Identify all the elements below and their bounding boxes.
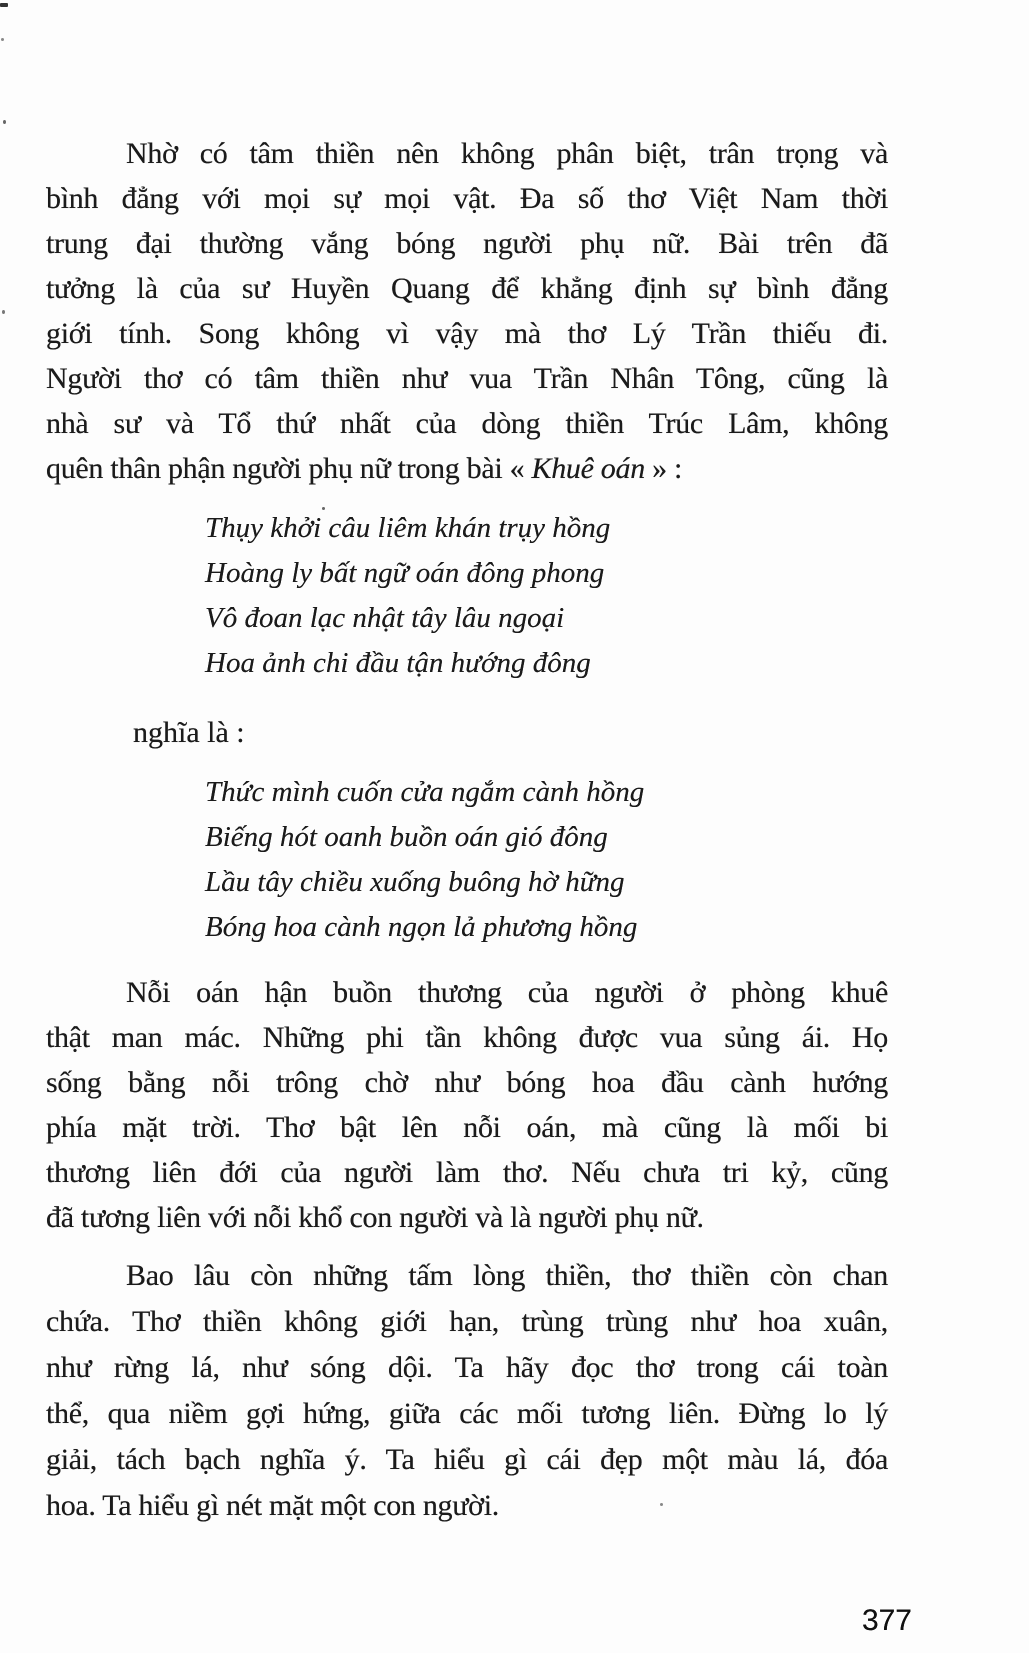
paragraph-commentary — [46, 970, 888, 1240]
paragraph-intro — [46, 131, 888, 491]
paragraph-conclusion — [46, 1253, 888, 1529]
poem-han-khue-oan — [46, 506, 888, 686]
scan-speck — [3, 120, 6, 124]
poem-title: Khuê oán — [531, 452, 645, 485]
text-line: như rừng lá, như sóng dội. Ta hãy đọc thơ trong cái toàn — [46, 1351, 888, 1384]
text-line: Nỗi oán hận buồn thương của người ở phòng khuê — [126, 976, 888, 1009]
scan-speck — [0, 3, 8, 7]
poem-line: Thức mình cuốn cửa ngắm cành hồng — [205, 776, 645, 808]
text-line: thật man mác. Những phi tần không được vua sủng ái. Họ — [46, 1021, 888, 1054]
scan-speck — [1, 38, 4, 41]
text-line: chứa. Thơ thiền không giới hạn, trùng trùng như hoa xuân, — [46, 1305, 888, 1338]
meaning-label: nghĩa là : — [133, 716, 245, 749]
poem-line: Thụy khởi câu liêm khán trụy hồng — [205, 512, 611, 544]
poem-viet-translation — [46, 770, 888, 950]
text-line: đã tương liên với nỗi khổ con người và là người phụ nữ. — [46, 1201, 704, 1234]
text-line: Bao lâu còn những tấm lòng thiền, thơ thiền còn chan — [126, 1259, 888, 1292]
poem-line: Hoa ảnh chi đầu tận hướng đông — [205, 647, 591, 679]
scan-speck — [2, 310, 5, 314]
text-line: hoa. Ta hiểu gì nét mặt một con người. — [46, 1489, 499, 1522]
poem-line: Biếng hót oanh buồn oán gió đông — [205, 821, 608, 853]
text-line: nhà sư và Tổ thứ nhất của dòng thiền Trúc Lâm, không — [46, 407, 888, 440]
poem-line: Hoàng ly bất ngữ oán đông phong — [205, 557, 605, 589]
text-column — [46, 131, 888, 1529]
text-line: trung đại thường vắng bóng người phụ nữ. Bài trên đã — [46, 227, 888, 260]
text-line: bình đẳng với mọi sự mọi vật. Đa số thơ Việt Nam thời — [46, 182, 888, 215]
text-line: giải, tách bạch nghĩa ý. Ta hiểu gì cái đẹp một màu lá, đóa — [46, 1443, 888, 1476]
text-line — [46, 446, 888, 491]
text-segment: quên thân phận người phụ nữ trong bài « — [46, 452, 532, 485]
text-line: phía mặt trời. Thơ bật lên nỗi oán, mà cũng là mối bi — [46, 1111, 888, 1144]
page-number: 377 — [861, 1604, 912, 1637]
poem-line: Lầu tây chiều xuống buông hờ hững — [205, 866, 625, 898]
text-line: thể, qua niềm gợi hứng, giữa các mối tương liên. Đừng lo lý — [46, 1397, 888, 1430]
text-line: Nhờ có tâm thiền nên không phân biệt, trân trọng và — [126, 137, 888, 170]
text-line: tưởng là của sư Huyền Quang để khẳng định sự bình đẳng — [46, 272, 888, 305]
text-line: giới tính. Song không vì vậy mà thơ Lý Trần thiếu đi. — [46, 317, 888, 350]
poem-line: Bóng hoa cành ngọn lả phương hồng — [205, 911, 638, 943]
text-line: sống bằng nỗi trông chờ như bóng hoa đầu cành hướng — [46, 1066, 888, 1099]
text-line: thương liên đới của người làm thơ. Nếu chưa tri kỷ, cũng — [46, 1156, 888, 1189]
text-line: Người thơ có tâm thiền như vua Trần Nhân Tông, cũng là — [46, 362, 888, 395]
text-segment: » : — [644, 452, 683, 485]
poem-line: Vô đoan lạc nhật tây lâu ngoại — [205, 602, 565, 634]
